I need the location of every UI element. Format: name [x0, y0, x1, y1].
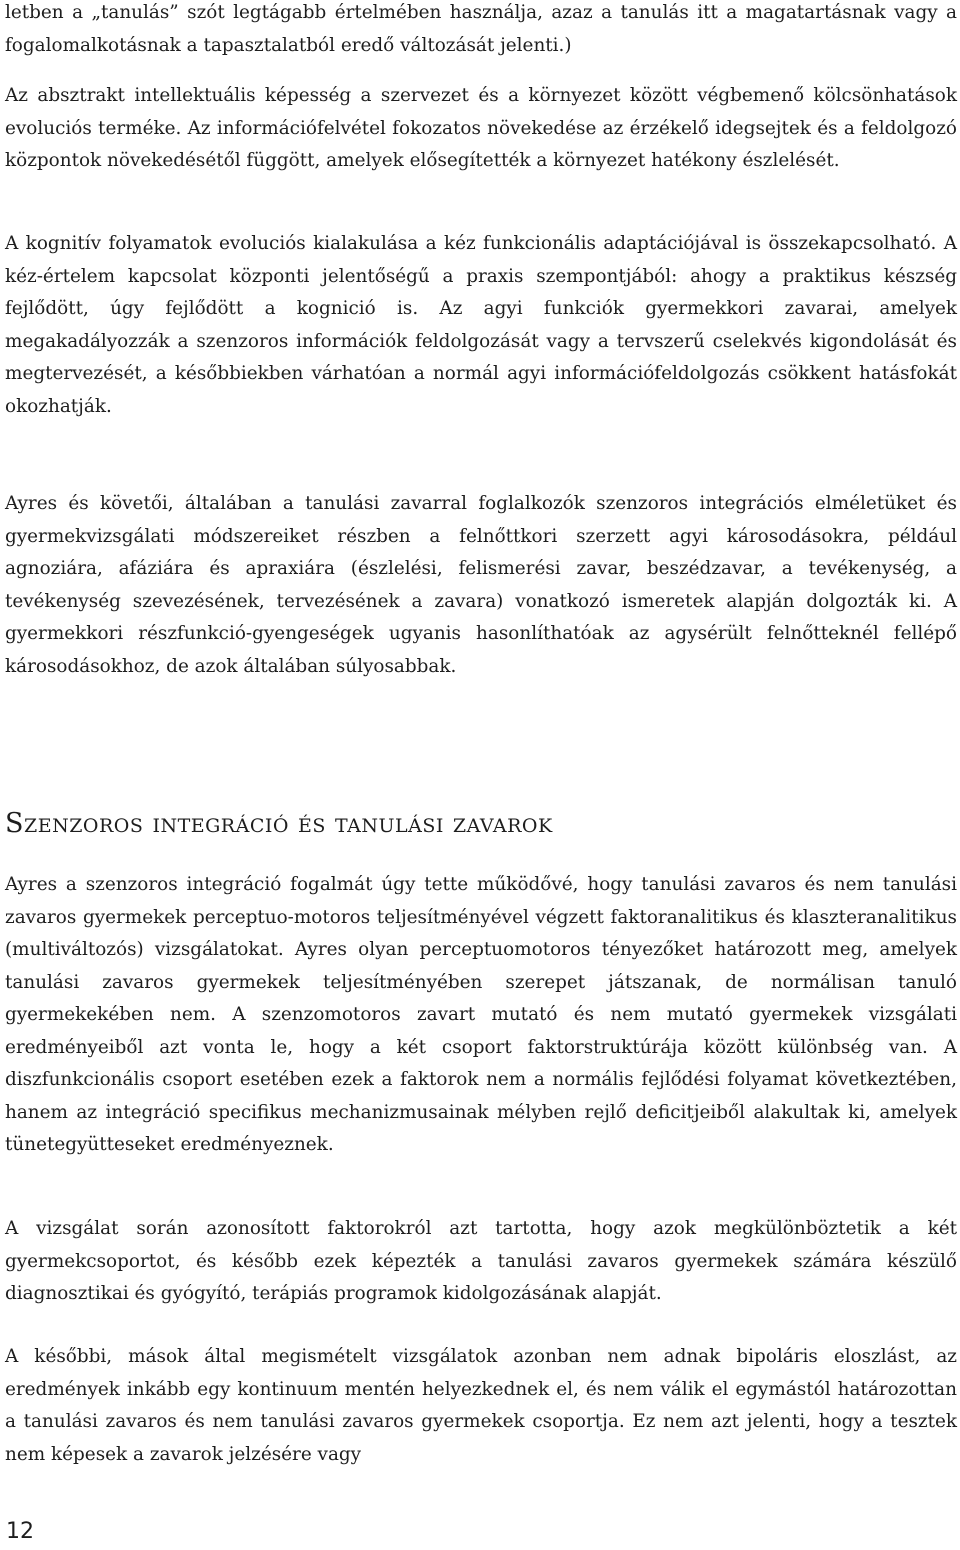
paragraph-identified-factors: A vizsgálat során azonosított faktorokról azt tartotta, hogy azok megkülönböztetik a két gyermekcsoportot, és később ezek képezték a tanulási zavaros gyermekek számára készülő diagnosztikai és gyógyító, terápiás programok kidolgozásának alapját. — [5, 1218, 957, 1304]
paragraph-abstract-capability: Az absztrakt intellektuális képesség a szervezet és a környezet között végbemenő kölcsönhatások evoluciós terméke. Az információfelvétel fokozatos növekedése az érzékelő idegsejtek és a feldolgozó központok növekedésétől függött, amelyek elősegítették a környezet hatékony észlelését. — [5, 85, 957, 171]
paragraph-ayres-followers: Ayres és követői, általában a tanulási zavarral foglalkozók szenzoros integrációs elméletüket és gyermekvizsgálati módszereiket részben a felnőttkori szerzett agyi károsodásokra, például agnoziára, afáziára és apraxiára (észlelési, felismerési zavar, beszédzavar, a tevékenység, a tevékenység szevezésének, tervezésének a zavara) vonatkozó ismeretek alapján dolgozták ki. A gyermekkori részfunkció-gyengeségek ugyanis hasonlíthatóak az agysérült felnőtteknél fellépő károsodásokhoz, de azok általában súlyosabbak. — [5, 493, 957, 677]
paragraph-sensory-integration-concept: Ayres a szenzoros integráció fogalmát úgy tette működővé, hogy tanulási zavaros és nem tanulási zavaros gyermekek perceptuo-motoros teljesítményével végzett faktoranalitikus és klaszteranalitikus (multiváltozós) vizsgálatokat. Ayres olyan perceptuomotoros tényezőket határozott meg, amelyek tanulási zavaros gyermekek teljesítményében szerepet játszanak, de normálisan tanuló gyermekekében nem. A szenzomotoros zavart mutató és nem mutató gyermekek vizsgálati eredményeiből azt vonta le, hogy a két csoport faktorstruktúrája között különbség van. A diszfunkcionális csoport esetében ezek a faktorok nem a normális fejlődési folyamat következtében, hanem az integráció specifikus mechanizmusainak mélyben rejlő deficitjeiből alakultak ki, amelyek tünetegyütteseket eredményeznek. — [5, 874, 957, 1155]
paragraph-intro-continuation: letben a „tanulás” szót legtágabb értelmében használja, azaz a tanulás itt a magatartásnak vagy a fogalomalkotásnak a tapasztalatból eredő változását jelenti.) — [5, 2, 957, 56]
section-heading: Szenzoros integráció és tanulási zavarok — [5, 808, 553, 839]
paragraph-later-studies: A későbbi, mások által megismételt vizsgálatok azonban nem adnak bipoláris eloszlást, az eredmények inkább egy kontinuum mentén helyezkednek el, és nem válik el egymástól határozottan a tanulási zavaros és nem tanulási zavaros gyermekek csoportja. Ez nem azt jelenti, hogy a tesztek nem képesek a zavarok jelzésére vagy — [5, 1346, 957, 1465]
page-number: 12 — [6, 1519, 34, 1544]
paragraph-cognitive-processes: A kognitív folyamatok evoluciós kialakulása a kéz funkcionális adaptációjával is összekapcsolható. A kéz-értelem kapcsolat központi jelentőségű a praxis szempontjából: ahogy a praktikus készség fejlődött, úgy fejlődött a kognició is. Az agyi funkciók gyermekkori zavarai, amelyek megakadályozzák a szenzoros információk feldolgozását vagy a tervszerű cselekvés kigondolását és megtervezését, a későbbiekben várhatóan a normál agyi információfeldolgozás csökkent hatásfokát okozhatják. — [5, 233, 957, 417]
